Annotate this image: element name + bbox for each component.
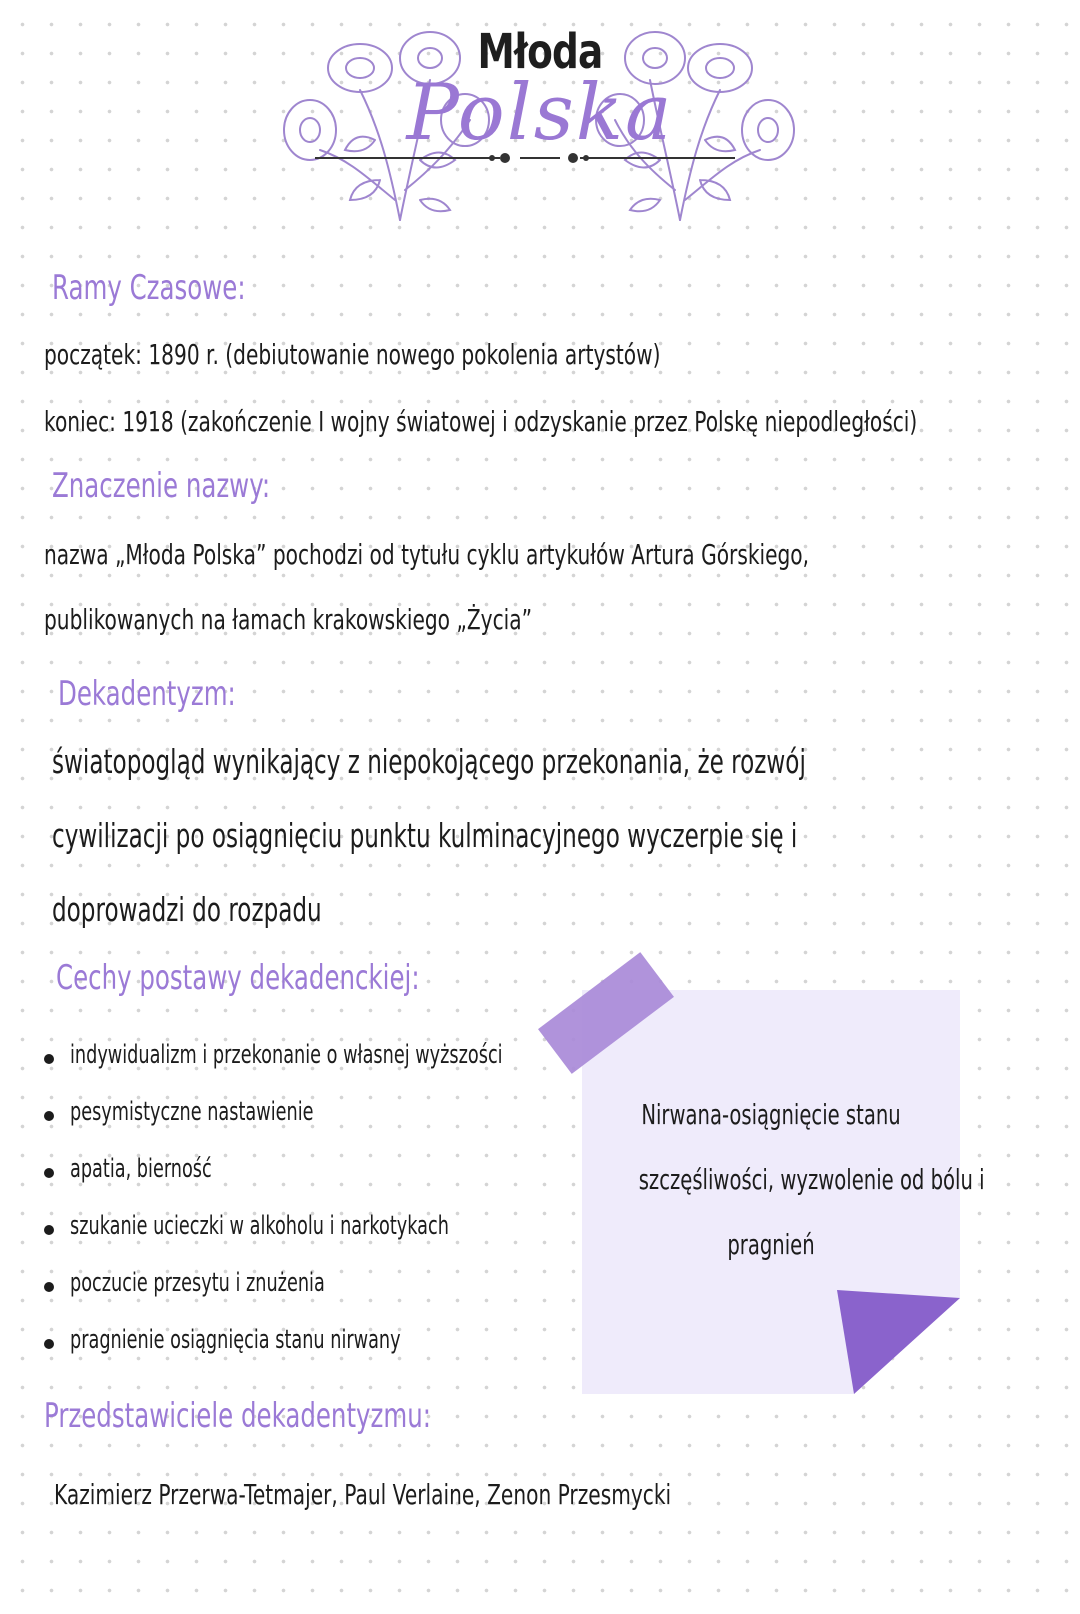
heading-dekadentyzm: Dekadentyzm:	[58, 674, 236, 714]
page-title-script: Polska	[406, 68, 674, 158]
heading-ramy-czasowe: Ramy Czasowe:	[52, 268, 246, 308]
list-item-text: szukanie ucieczki w alkoholu i narkotykach	[70, 1211, 449, 1241]
text-znaczenie-2: publikowanych na łamach krakowskiego „Życia”	[44, 603, 533, 636]
bullet-icon	[44, 1339, 54, 1349]
list-item-text: pesymistyczne nastawienie	[70, 1097, 314, 1127]
heading-cechy: Cechy postawy dekadenckiej:	[56, 958, 420, 998]
note-text	[582, 1082, 985, 1277]
page-title: Młoda	[477, 24, 603, 80]
bullet-icon	[44, 1282, 54, 1292]
list-item-text: apatia, bierność	[70, 1154, 212, 1184]
bullet-icon	[44, 1225, 54, 1235]
heading-przedstawiciele: Przedstawiciele dekadentyzmu:	[44, 1396, 432, 1436]
text-poczatek: początek: 1890 r. (debiutowanie nowego pokolenia artystów)	[44, 338, 661, 371]
text-dekadentyzm-2: cywilizacji po osiągnięciu punktu kulminacyjnego wyczerpie się i	[52, 816, 798, 855]
page-header	[270, 10, 810, 240]
text-dekadentyzm-1: światopogląd wynikający z niepokojącego przekonania, że rozwój	[52, 742, 806, 781]
note-line: szczęśliwości, wyzwolenie od bólu i	[638, 1163, 985, 1196]
heading-znaczenie-nazwy: Znaczenie nazwy:	[52, 466, 271, 506]
sticky-note	[582, 990, 985, 1394]
note-line: pragnień	[727, 1228, 815, 1261]
text-znaczenie-1: nazwa „Młoda Polska” pochodzi od tytułu cyklu artykułów Artura Górskiego,	[44, 538, 810, 571]
note-line: Nirwana-osiągnięcie stanu	[641, 1098, 901, 1131]
text-przedstawiciele: Kazimierz Przerwa-Tetmajer, Paul Verlaine, Zenon Przesmycki	[54, 1478, 672, 1511]
list-item-text: poczucie przesytu i znużenia	[70, 1268, 325, 1298]
list-item-text: indywidualizm i przekonanie o własnej wyższości	[70, 1040, 503, 1070]
bullet-icon	[44, 1054, 54, 1064]
bullet-icon	[44, 1168, 54, 1178]
text-koniec: koniec: 1918 (zakończenie I wojny światowej i odzyskanie przez Polskę niepodległości)	[44, 405, 918, 438]
text-dekadentyzm-3: doprowadzi do rozpadu	[52, 890, 322, 929]
bullet-icon	[44, 1111, 54, 1121]
list-item-text: pragnienie osiągnięcia stanu nirwany	[70, 1325, 401, 1355]
